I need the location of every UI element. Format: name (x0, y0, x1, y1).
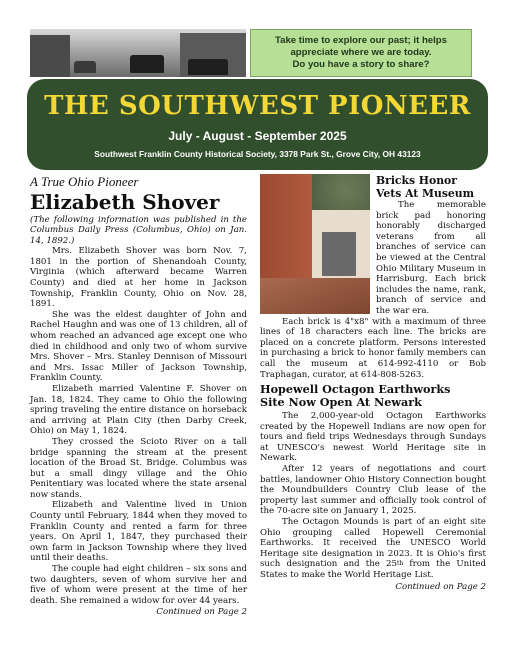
continued-link[interactable]: Continued on Page 2 (156, 607, 247, 618)
paragraph: They crossed the Scioto River on a tall bridge spanning the stream at the present location of the Broad St. Bridge. Columbus was but a small dingy village and the Ohio Penitentiary was located where the state arsenal now stands. (30, 436, 247, 500)
right-column (260, 174, 486, 592)
article-body (30, 246, 247, 606)
article-elizabeth-shover (30, 174, 247, 618)
paragraph: She was the eldest daughter of John and Rachel Haughn and was one of 13 children, all of whom reached an advanced age except one who died in childhood and only two of whom survive Mrs. Shover – Mrs. Stanley Dennison of Missouri and Mrs. Issac Miller of Jackson Township, Franklin County. (30, 309, 247, 384)
continued-link[interactable]: Continued on Page 2 (395, 581, 486, 592)
masthead (27, 79, 488, 170)
paragraph: The Octagon Mounds is part of an eight site Ohio grouping called Hopewell Ceremonial Earthworks. It received the UNESCO World Heritage site designation in 2023. It is Ohio's first such designation and the 25th from the United States to make the World Heritage List. (260, 517, 486, 580)
street-photo (30, 29, 246, 77)
paragraph: Elizabeth and Valentine lived in Union County until February, 1844 when they moved to Franklin County and rented a farm for three years. On April 1, 1847, they purchased their own farm in Jackson Township where they lived until their deaths. (30, 500, 247, 564)
paragraph: The 2,000-year-old Octagon Earthworks created by the Hopewell Indians are now open for tours and field trips Wednesdays through Sundays at UNESCO's newest World Heritage site in Newark. (260, 411, 486, 464)
tagline-box (250, 29, 472, 77)
issue-dates: July - August - September 2025 (168, 129, 347, 143)
tagline-line: Take time to explore our past; it helps (274, 35, 447, 46)
tagline-line: Do you have a story to share? (292, 59, 430, 70)
paragraph: Elizabeth married Valentine F. Shover on Jan. 18, 1824. They came to Ohio the following spring traveling the entire distance on horseback and arriving at Plain City (then Darby Creek, Ohio) on May 1, 1824. (30, 383, 247, 437)
society-address: Southwest Franklin County Historical Society, 3378 Park St., Grove City, OH 43123 (94, 149, 421, 159)
paragraph: Mrs. Elizabeth Shover was born Nov. 7, 1801 in the portion of Shenandoah County, Virginia (which afterward became Warren County) and died at her home in Jackson Township, Franklin County, Ohio on Nov. 28, 1891. (30, 246, 247, 310)
paragraph: The memorable brick pad honoring honorably discharged veterans from all branches of service can be viewed at the Central Ohio Military Museum in Harrisburg. Each brick includes the name, rank, branch of service and the war era. (376, 200, 486, 316)
tagline-line: appreciate where we are today. (290, 47, 432, 58)
source-note: (The following information was published in the Columbus Daily Press (Columbus, Ohio) on Jan. 14, 1892.) (30, 215, 247, 246)
article-hopewell (260, 411, 486, 581)
newsletter-title: THE SOUTHWEST PIONEER (44, 91, 471, 121)
paragraph: After 12 years of negotiations and court battles, landowner Ohio History Connection bought the Moundbuilders Country Club lease of the property last summer and officially took control of the 70-acre site on January 1, 2025. (260, 464, 486, 517)
paragraph: The couple had eight children – six sons and two daughters, seven of whom survive her and five of whom were present at the time of her death. She remained a widow for over 44 years. (30, 564, 247, 606)
paragraph: Each brick is 4"x8" with a maximum of three lines of 18 characters each line. The bricks are placed on a concrete platform. Persons interested in purchasing a brick to honor family members can call the museum at 614-992-4110 or Bob Traphagan, curator, at 614-808-5263. (260, 316, 486, 380)
article-headline: Elizabeth Shover (30, 190, 220, 214)
article-bricks (260, 174, 486, 380)
museum-brick-photo (260, 174, 370, 314)
article-headline: Bricks Honor Vets At Museum (376, 174, 475, 200)
article-headline: Hopewell Octagon Earthworks Site Now Open At Newark (260, 382, 451, 410)
article-kicker: A True Ohio Pioneer (30, 174, 139, 189)
